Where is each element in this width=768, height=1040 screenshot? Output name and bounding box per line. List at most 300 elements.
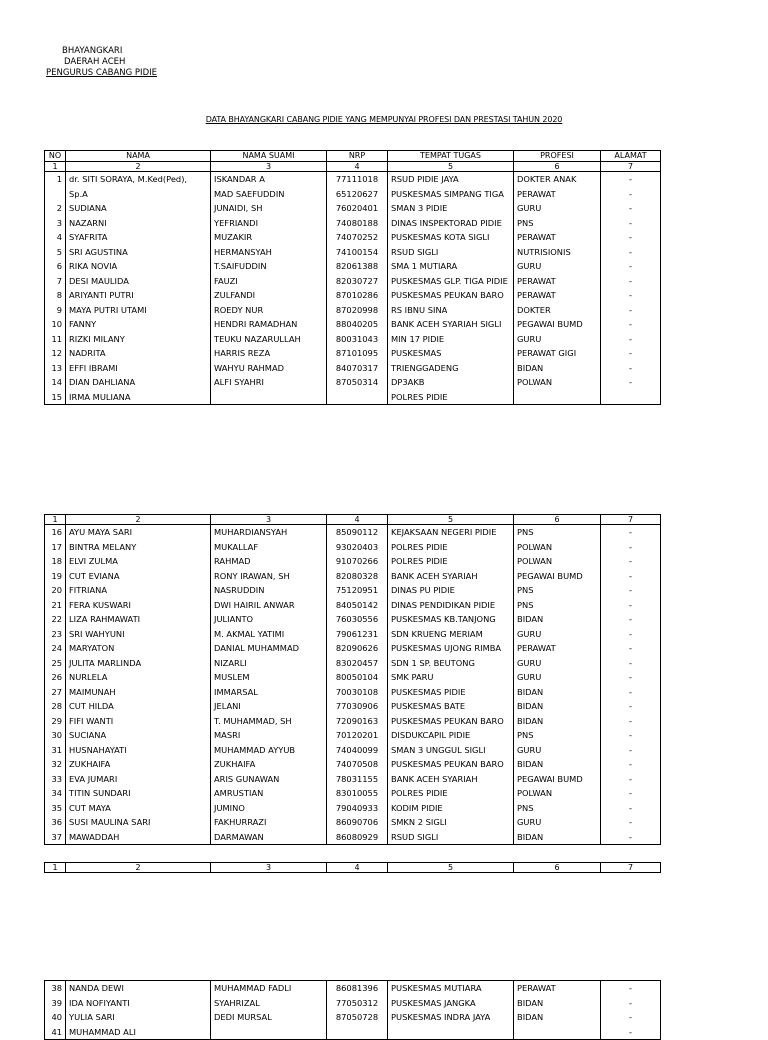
table-row [45,583,661,598]
cell-nrp: 82030727 [327,274,388,289]
table-row [45,540,661,555]
table-body [45,525,661,845]
cell-alamat: - [601,743,661,758]
cell-nama: TITIN SUNDARI [66,786,211,801]
column-number-row [45,162,661,172]
col-header-nrp: NRP [327,151,388,162]
table-row [45,714,661,729]
cell-profesi: GURU [514,259,601,274]
cell-nama-suami: FAKHURRAZI [211,815,327,830]
cell-profesi: GURU [514,743,601,758]
cell-nrp: 88040205 [327,317,388,332]
col-number: 6 [514,515,601,525]
cell-alamat: - [601,670,661,685]
table-row [45,670,661,685]
cell-alamat: - [601,1010,661,1025]
table-row [45,525,661,540]
cell-nama-suami: NASRUDDIN [211,583,327,598]
table-row [45,245,661,260]
cell-nrp: 79061231 [327,627,388,642]
cell-profesi: BIDAN [514,685,601,700]
cell-no: 2 [45,201,66,216]
cell-nama-suami: T. MUHAMMAD, SH [211,714,327,729]
cell-nama: MAIMUNAH [66,685,211,700]
table-row [45,201,661,216]
cell-nrp: 65120627 [327,187,388,202]
table-row [45,288,661,303]
cell-alamat: - [601,187,661,202]
table-row [45,656,661,671]
data-table-3-header [44,862,661,873]
cell-nama-suami: DWI HAIRIL ANWAR [211,598,327,613]
cell-profesi: GURU [514,670,601,685]
cell-no: 20 [45,583,66,598]
cell-nama: JULITA MARLINDA [66,656,211,671]
cell-nama-suami: HARRIS REZA [211,346,327,361]
header-row [45,151,661,162]
cell-tempat-tugas: PUSKESMAS JANGKA [388,996,514,1011]
cell-no: 40 [45,1010,66,1025]
cell-nama: CUT MAYA [66,801,211,816]
table-row [45,699,661,714]
data-table-1 [44,150,661,405]
cell-tempat-tugas: KEJAKSAAN NEGERI PIDIE [388,525,514,540]
cell-alamat: - [601,1025,661,1040]
cell-profesi: NUTRISIONIS [514,245,601,260]
table-row [45,830,661,845]
table-row [45,332,661,347]
cell-nama-suami: T.SAIFUDDIN [211,259,327,274]
cell-nama: IRMA MULIANA [66,390,211,405]
col-number: 4 [327,515,388,525]
cell-nama: Sp.A [66,187,211,202]
cell-tempat-tugas: MIN 17 PIDIE [388,332,514,347]
cell-nama: NADRITA [66,346,211,361]
cell-nrp: 76030556 [327,612,388,627]
cell-tempat-tugas: DISDUKCAPIL PIDIE [388,728,514,743]
cell-nrp: 70120201 [327,728,388,743]
cell-tempat-tugas: POLRES PIDIE [388,390,514,405]
cell-profesi: PNS [514,525,601,540]
col-header-nama: NAMA [66,151,211,162]
cell-tempat-tugas: PUSKESMAS UJONG RIMBA [388,641,514,656]
cell-nrp: 82090626 [327,641,388,656]
cell-alamat [601,390,661,405]
table-body [45,172,661,405]
table-row [45,981,661,996]
cell-tempat-tugas: BANK ACEH SYARIAH [388,772,514,787]
cell-alamat: - [601,815,661,830]
cell-profesi: DOKTER ANAK [514,172,601,187]
table-row [45,303,661,318]
table-row [45,801,661,816]
cell-nama-suami: DANIAL MUHAMMAD [211,641,327,656]
cell-nama-suami [211,1025,327,1040]
table-row [45,815,661,830]
col-number: 7 [601,863,661,873]
cell-nama: FIFI WANTI [66,714,211,729]
cell-profesi: PEGAWAI BUMD [514,317,601,332]
cell-nama-suami: MUZAKIR [211,230,327,245]
cell-alamat: - [601,540,661,555]
cell-nama: FANNY [66,317,211,332]
cell-nama: ZUKHAIFA [66,757,211,772]
cell-alamat: - [601,346,661,361]
cell-nrp: 91070266 [327,554,388,569]
col-header-no: NO [45,151,66,162]
cell-profesi [514,390,601,405]
cell-nama: CUT HILDA [66,699,211,714]
cell-nama: BINTRA MELANY [66,540,211,555]
col-number: 4 [327,162,388,172]
cell-tempat-tugas: PUSKESMAS PEUKAN BARO [388,757,514,772]
cell-profesi: POLWAN [514,540,601,555]
cell-alamat: - [601,757,661,772]
cell-tempat-tugas: POLRES PIDIE [388,554,514,569]
cell-profesi: BIDAN [514,830,601,845]
table-body [45,981,661,1040]
cell-no: 22 [45,612,66,627]
cell-tempat-tugas: PUSKESMAS KOTA SIGLI [388,230,514,245]
cell-nrp: 77111018 [327,172,388,187]
cell-alamat: - [601,375,661,390]
cell-nama-suami: ZUKHAIFA [211,757,327,772]
cell-no: 32 [45,757,66,772]
cell-nama-suami: NIZARLI [211,656,327,671]
cell-nrp: 87050314 [327,375,388,390]
cell-tempat-tugas: RSUD PIDIE JAYA [388,172,514,187]
col-number: 3 [211,162,327,172]
cell-nrp: 78031155 [327,772,388,787]
cell-nrp: 84070317 [327,361,388,376]
cell-alamat: - [601,728,661,743]
cell-nama: ELVI ZULMA [66,554,211,569]
letterhead-branch: PENGURUS CABANG PIDIE [46,68,157,78]
cell-alamat: - [601,830,661,845]
cell-profesi: PNS [514,728,601,743]
cell-profesi: POLWAN [514,554,601,569]
cell-profesi: BIDAN [514,699,601,714]
cell-nama-suami: JUMINO [211,801,327,816]
cell-alamat: - [601,786,661,801]
cell-tempat-tugas: PUSKESMAS BATE [388,699,514,714]
cell-alamat: - [601,612,661,627]
cell-no: 28 [45,699,66,714]
cell-nama: NAZARNI [66,216,211,231]
cell-alamat: - [601,641,661,656]
cell-profesi: PNS [514,216,601,231]
cell-no: 26 [45,670,66,685]
cell-alamat: - [601,230,661,245]
cell-no: 29 [45,714,66,729]
col-header-tempat-tugas: TEMPAT TUGAS [388,151,514,162]
col-number: 5 [388,863,514,873]
table-row [45,743,661,758]
cell-no [45,187,66,202]
cell-nrp: 80031043 [327,332,388,347]
cell-alamat: - [601,772,661,787]
cell-no: 39 [45,996,66,1011]
table-row [45,259,661,274]
cell-nama-suami: MUHAMMAD FADLI [211,981,327,996]
cell-alamat: - [601,361,661,376]
cell-nama-suami: AMRUSTIAN [211,786,327,801]
table-row [45,390,661,405]
cell-nrp: 76020401 [327,201,388,216]
table-row [45,996,661,1011]
col-number: 3 [211,515,327,525]
cell-no: 34 [45,786,66,801]
cell-no: 27 [45,685,66,700]
col-number: 6 [514,162,601,172]
cell-no: 19 [45,569,66,584]
cell-tempat-tugas: PUSKESMAS MUTIARA [388,981,514,996]
cell-profesi: PNS [514,801,601,816]
col-number: 1 [45,863,66,873]
cell-alamat: - [601,303,661,318]
cell-profesi: GURU [514,627,601,642]
cell-nama-suami: WAHYU RAHMAD [211,361,327,376]
cell-nama: YULIA SARI [66,1010,211,1025]
cell-profesi [514,1025,601,1040]
cell-nrp: 86081396 [327,981,388,996]
table-row [45,187,661,202]
cell-nrp: 74040099 [327,743,388,758]
col-number: 5 [388,162,514,172]
cell-alamat: - [601,996,661,1011]
cell-nama-suami [211,390,327,405]
cell-no: 12 [45,346,66,361]
col-number: 1 [45,515,66,525]
cell-alamat: - [601,259,661,274]
cell-nama: ARIYANTI PUTRI [66,288,211,303]
cell-no: 15 [45,390,66,405]
cell-nama: DESI MAULIDA [66,274,211,289]
table-row [45,375,661,390]
cell-nrp: 77030906 [327,699,388,714]
cell-nama-suami: HERMANSYAH [211,245,327,260]
cell-nama: EFFI IBRAMI [66,361,211,376]
cell-nama-suami: RAHMAD [211,554,327,569]
cell-alamat: - [601,699,661,714]
cell-tempat-tugas: POLRES PIDIE [388,786,514,801]
cell-profesi: POLWAN [514,375,601,390]
cell-no: 8 [45,288,66,303]
cell-nama: HUSNAHAYATI [66,743,211,758]
cell-nama-suami: JULIANTO [211,612,327,627]
cell-tempat-tugas: PUSKESMAS PEUKAN BARO [388,288,514,303]
table-row [45,772,661,787]
cell-nrp: 86090706 [327,815,388,830]
cell-nama-suami: IMMARSAL [211,685,327,700]
table-row [45,786,661,801]
cell-tempat-tugas: DINAS INSPEKTORAD PIDIE [388,216,514,231]
cell-alamat: - [601,172,661,187]
cell-nama-suami: MUHARDIANSYAH [211,525,327,540]
cell-profesi: PEGAWAI BUMD [514,569,601,584]
cell-nrp: 74070508 [327,757,388,772]
cell-nama-suami: DARMAWAN [211,830,327,845]
cell-alamat: - [601,201,661,216]
cell-nama: MAWADDAH [66,830,211,845]
cell-tempat-tugas: PUSKESMAS GLP. TIGA PIDIE [388,274,514,289]
cell-tempat-tugas: SMK PARU [388,670,514,685]
cell-nama: SRI WAHYUNI [66,627,211,642]
cell-no: 23 [45,627,66,642]
cell-nrp: 72090163 [327,714,388,729]
cell-nama-suami: ISKANDAR A [211,172,327,187]
cell-nrp: 75120951 [327,583,388,598]
cell-no: 35 [45,801,66,816]
cell-nrp: 85090112 [327,525,388,540]
cell-alamat: - [601,245,661,260]
document-title: DATA BHAYANGKARI CABANG PIDIE YANG MEMPUNYAI PROFESI DAN PRESTASI TAHUN 2020 [205,115,563,124]
cell-tempat-tugas: PUSKESMAS PEUKAN BARO [388,714,514,729]
table-row [45,361,661,376]
cell-alamat: - [601,685,661,700]
cell-no: 31 [45,743,66,758]
table-row [45,1010,661,1025]
col-number: 5 [388,515,514,525]
cell-alamat: - [601,714,661,729]
cell-profesi: PERAWAT [514,230,601,245]
col-number: 6 [514,863,601,873]
cell-alamat: - [601,288,661,303]
col-number: 2 [66,515,211,525]
cell-alamat: - [601,801,661,816]
letterhead-region: DAERAH ACEH [64,57,126,67]
cell-profesi: PERAWAT [514,187,601,202]
table-row [45,728,661,743]
cell-nrp: 83010055 [327,786,388,801]
cell-profesi: PNS [514,598,601,613]
cell-nama: SYAFRITA [66,230,211,245]
cell-nama: LIZA RAHMAWATI [66,612,211,627]
cell-alamat: - [601,981,661,996]
cell-nama-suami: JUNAIDI, SH [211,201,327,216]
cell-nama: CUT EVIANA [66,569,211,584]
cell-tempat-tugas: POLRES PIDIE [388,540,514,555]
cell-no: 9 [45,303,66,318]
cell-alamat: - [601,656,661,671]
cell-nrp: 84050142 [327,598,388,613]
cell-profesi: PERAWAT [514,641,601,656]
cell-profesi: PEGAWAI BUMD [514,772,601,787]
column-number-row [45,515,661,525]
cell-tempat-tugas: PUSKESMAS SIMPANG TIGA [388,187,514,202]
letterhead-org: BHAYANGKARI [62,46,123,56]
cell-no: 5 [45,245,66,260]
cell-no: 7 [45,274,66,289]
cell-alamat: - [601,525,661,540]
cell-no: 3 [45,216,66,231]
cell-profesi: GURU [514,656,601,671]
cell-alamat: - [601,216,661,231]
letterhead [46,46,157,79]
cell-tempat-tugas: PUSKESMAS PIDIE [388,685,514,700]
cell-nama: MARYATON [66,641,211,656]
cell-no: 24 [45,641,66,656]
cell-nama: SUDIANA [66,201,211,216]
col-number: 1 [45,162,66,172]
col-number: 7 [601,162,661,172]
cell-no: 36 [45,815,66,830]
table-row [45,627,661,642]
col-header-nama-suami: NAMA SUAMI [211,151,327,162]
cell-nama: DIAN DAHLIANA [66,375,211,390]
cell-tempat-tugas: DP3AKB [388,375,514,390]
cell-no: 13 [45,361,66,376]
cell-tempat-tugas: SMAN 3 PIDIE [388,201,514,216]
cell-nrp [327,390,388,405]
cell-nama: dr. SITI SORAYA, M.Ked(Ped), [66,172,211,187]
cell-no: 14 [45,375,66,390]
cell-profesi: GURU [514,332,601,347]
cell-no: 16 [45,525,66,540]
cell-tempat-tugas: PUSKESMAS KB.TANJONG [388,612,514,627]
cell-nrp: 86080929 [327,830,388,845]
table-row [45,216,661,231]
cell-nama: NURLELA [66,670,211,685]
cell-profesi: BIDAN [514,1010,601,1025]
cell-no: 11 [45,332,66,347]
cell-nama: AYU MAYA SARI [66,525,211,540]
cell-profesi: BIDAN [514,996,601,1011]
cell-tempat-tugas: SDN KRUENG MERIAM [388,627,514,642]
table-row [45,598,661,613]
col-number: 4 [327,863,388,873]
col-number: 3 [211,863,327,873]
cell-nama: FITRIANA [66,583,211,598]
cell-profesi: POLWAN [514,786,601,801]
cell-nrp: 87101095 [327,346,388,361]
cell-nrp: 83020457 [327,656,388,671]
cell-no: 6 [45,259,66,274]
table-row [45,641,661,656]
cell-no: 37 [45,830,66,845]
cell-profesi: PERAWAT [514,981,601,996]
cell-tempat-tugas [388,1025,514,1040]
col-number: 2 [66,863,211,873]
cell-nama-suami: ARIS GUNAWAN [211,772,327,787]
cell-nama: FERA KUSWARI [66,598,211,613]
cell-tempat-tugas: BANK ACEH SYARIAH [388,569,514,584]
col-header-alamat: ALAMAT [601,151,661,162]
cell-nama: NANDA DEWI [66,981,211,996]
cell-profesi: BIDAN [514,361,601,376]
cell-nama: SUCIANA [66,728,211,743]
cell-tempat-tugas: PUSKESMAS [388,346,514,361]
cell-profesi: DOKTER [514,303,601,318]
cell-profesi: PNS [514,583,601,598]
cell-nrp: 74080188 [327,216,388,231]
cell-tempat-tugas: SDN 1 SP. BEUTONG [388,656,514,671]
cell-alamat: - [601,583,661,598]
cell-nama-suami: TEUKU NAZARULLAH [211,332,327,347]
cell-nama: MUHAMMAD ALI [66,1025,211,1040]
data-table-2 [44,514,661,845]
cell-tempat-tugas: RSUD SIGLI [388,245,514,260]
cell-nama-suami: HENDRI RAMADHAN [211,317,327,332]
cell-nama-suami: ALFI SYAHRI [211,375,327,390]
cell-tempat-tugas: PUSKESMAS INDRA JAYA [388,1010,514,1025]
cell-nama-suami: MASRI [211,728,327,743]
table-row [45,230,661,245]
cell-alamat: - [601,274,661,289]
cell-nrp: 79040933 [327,801,388,816]
table-row [45,172,661,187]
data-table-4 [44,980,661,1040]
